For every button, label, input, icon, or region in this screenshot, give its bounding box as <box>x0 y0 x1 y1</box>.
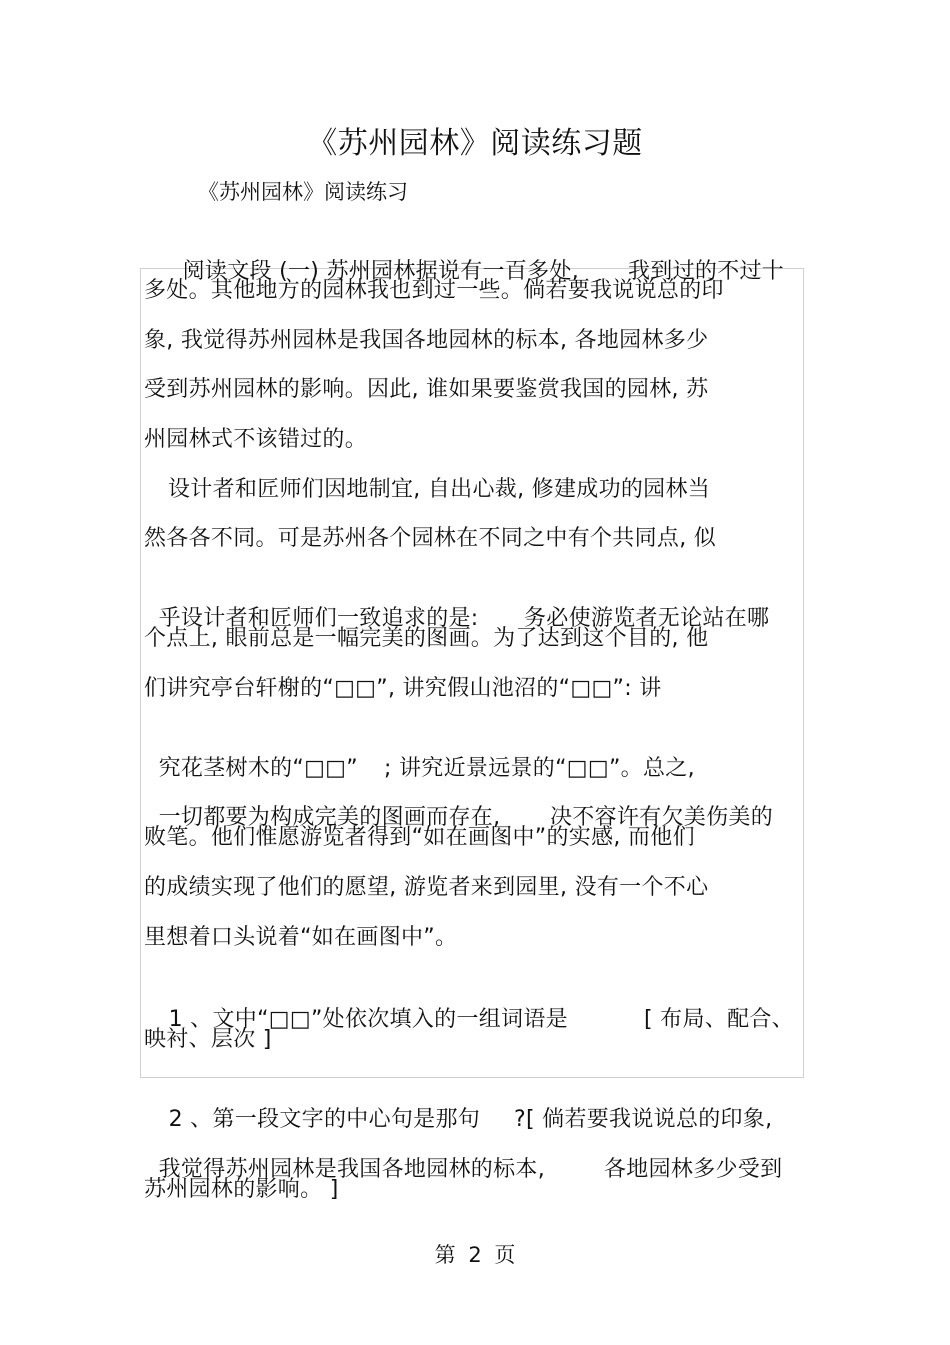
text-segment: ; 讲究近景远景的“□□”。总之, <box>384 756 695 781</box>
answer-text: 各地园林多少受到 <box>604 1157 783 1182</box>
question-text: 1 、文中“□□”处依次填入的一组词语是 <box>168 1007 568 1032</box>
text-line: 象, 我觉得苏州园林是我国各地园林的标本, 各地园林多少 <box>144 328 709 353</box>
text-segment: 阅读文段 (一) 苏州园林据说有一百多处, <box>182 259 580 284</box>
answer-line: 苏州园林的影响。 ] <box>144 1177 339 1202</box>
text-segment: 乎设计者和匠师们一致追求的是: <box>158 606 479 631</box>
text-line: 们讲究亭台轩榭的“□□”, 讲究假山池沼的“□□”: 讲 <box>144 676 662 701</box>
question-text: 2 、第一段文字的中心句是那句 <box>168 1107 481 1132</box>
document-subtitle: 《苏州园林》阅读练习 <box>198 180 408 204</box>
text-line: 里想着口头说着“如在画图中”。 <box>144 925 458 950</box>
text-line: 败笔。他们惟愿游览者得到“如在画图中”的实感, 而他们 <box>144 825 695 850</box>
text-line: 然各各不同。可是苏州各个园林在不同之中有个共同点, 似 <box>144 526 717 551</box>
text-segment: 务必使游览者无论站在哪 <box>524 606 770 631</box>
text-segment: 决不容许有欠美伤美的 <box>550 805 774 830</box>
answer-text: [ 布局、配合、 <box>644 1007 794 1032</box>
text-line: 多处。其他地方的园林我也到过一些。倘若要我说说总的印 <box>144 278 724 303</box>
text-line: 受到苏州园林的影响。因此, 谁如果要鉴赏我国的园林, 苏 <box>144 377 709 402</box>
text-line: 个点上, 眼前总是一幅完美的图画。为了达到这个目的, 他 <box>144 626 709 651</box>
text-line: 的成绩实现了他们的愿望, 游览者来到园里, 没有一个不心 <box>144 875 709 900</box>
answer-text: 我觉得苏州园林是我国各地园林的标本, <box>158 1157 545 1182</box>
text-line: 州园林式不该错过的。 <box>144 427 368 452</box>
text-segment: 我到过的不过十 <box>628 259 785 284</box>
page-number: 第 2 页 <box>434 1243 516 1267</box>
answer-line: 映衬、层次 ] <box>144 1027 272 1052</box>
answer-text: ?[ 倘若要我说说总的印象, <box>514 1107 773 1132</box>
text-segment: 究花茎树木的“□□” <box>158 756 358 781</box>
document-title: 《苏州园林》阅读练习题 <box>307 126 643 161</box>
text-segment: 一切都要为构成完美的图画而存在, <box>158 805 501 830</box>
text-line: 设计者和匠师们因地制宜, 自出心裁, 修建成功的园林当 <box>168 477 711 502</box>
